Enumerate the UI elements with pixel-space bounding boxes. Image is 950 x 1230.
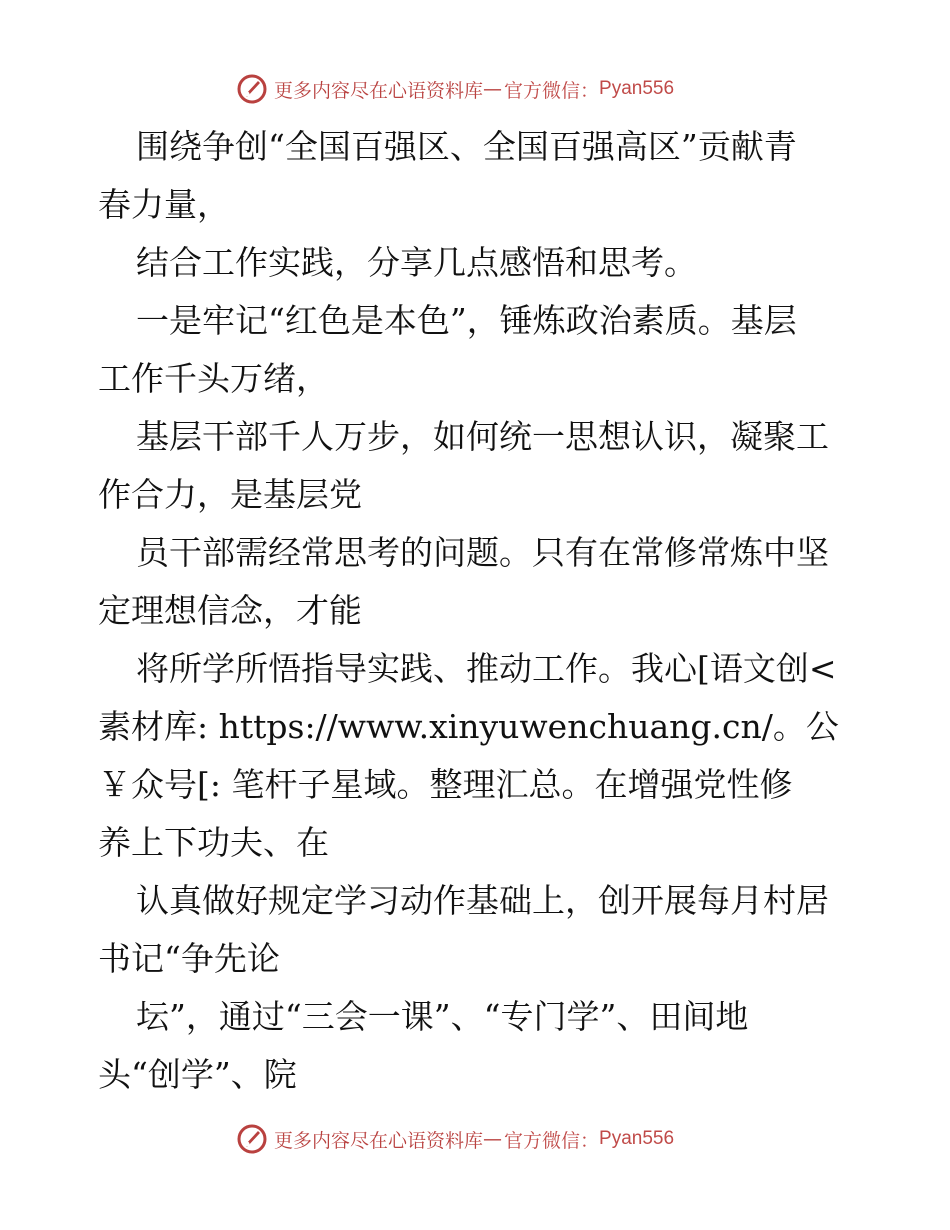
text-line: 基层干部千人万步，如何统一思想认识，凝聚工 (136, 417, 829, 456)
text-line: 工作千头万绪， (98, 359, 329, 398)
text-line: 结合工作实践，分享几点感悟和思考。 (136, 243, 697, 282)
text-line: 养上下功夫、在 (98, 823, 329, 862)
text-line: 将所学所悟指导实践、推动工作。我心[语文创< (136, 649, 837, 688)
document-body (98, 118, 858, 1104)
text-line: 头“创学”、院 (98, 1055, 297, 1094)
banner-wechat-label: 官方微信： (504, 79, 600, 102)
text-line: 素材库: https://www.xinyuwenchuang.cn/。公 (98, 707, 839, 746)
text-line: 认真做好规定学习动作基础上，创开展每月村居 (136, 881, 829, 920)
text-line: 春力量， (98, 185, 230, 224)
banner-wechat-id: Pyan556 (599, 1128, 675, 1149)
text-line: 围绕争创“全国百强区、全国百强高区”贡献青 (136, 127, 797, 166)
text-line: 定理想信念，才能 (98, 591, 362, 630)
banner-wechat-id: Pyan556 (599, 78, 675, 99)
banner-title: 更多内容尽在心语资料库 (274, 1129, 484, 1152)
quill-logo-icon (236, 73, 268, 105)
header-banner (236, 72, 716, 106)
quill-logo-icon (236, 1123, 268, 1155)
banner-title: 更多内容尽在心语资料库 (274, 79, 484, 102)
text-line: 作合力，是基层党 (98, 475, 362, 514)
banner-wechat-label: 官方微信： (504, 1129, 600, 1152)
text-line: 坛”，通过“三会一课”、“专门学”、田间地 (136, 997, 749, 1036)
text-line: 一是牢记“红色是本色”，锤炼政治素质。基层 (136, 301, 797, 340)
footer-banner (236, 1122, 716, 1156)
banner-separator: — (483, 1128, 503, 1150)
text-line: ￥众号[: 笔杆子星域。整理汇总。在增强党性修 (98, 765, 793, 804)
text-line: 书记“争先论 (98, 939, 280, 978)
text-line: 员干部需经常思考的问题。只有在常修常炼中坚 (136, 533, 829, 572)
banner-separator: — (483, 78, 503, 100)
